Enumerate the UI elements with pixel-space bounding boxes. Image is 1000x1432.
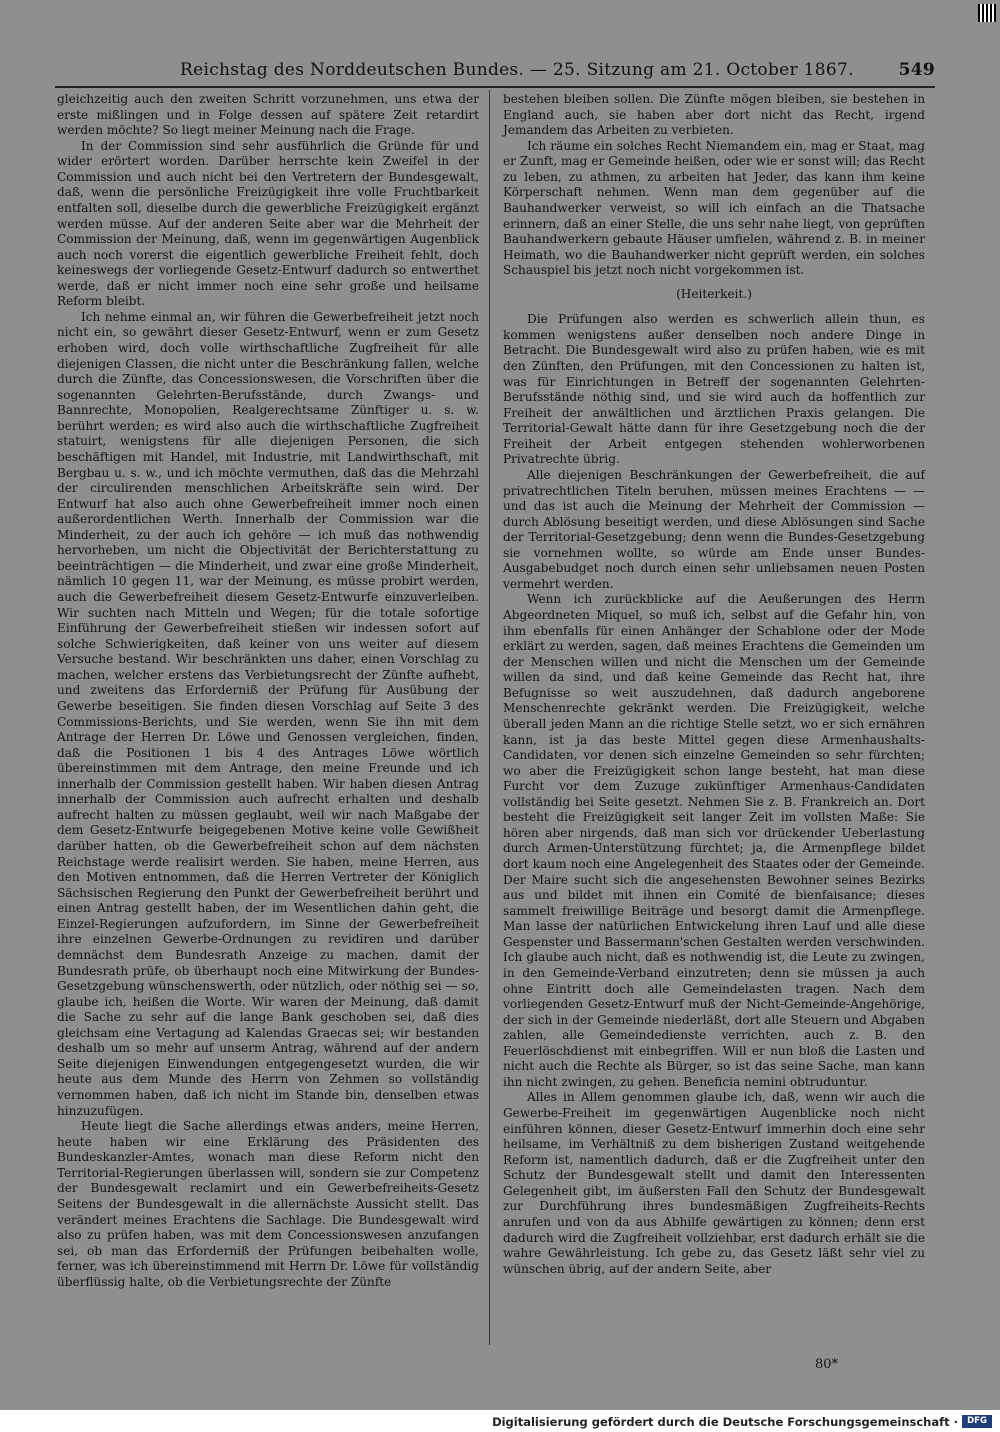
paragraph: Alle diejenigen Beschränkungen der Gewerbefreiheit, die auf privatrechtlichen Titeln beruhen, müssen meines Erachtens — — und das ist auch die Meinung der Mehrheit der Commission — durch Ablösung beseitigt werden, und diese Ablösungen sind Sache der Territorial-Gesetzgebung; denn wenn die Bundes-Gesetzgebung sie vornehmen wollte, so würde am Ende unser Bundes-Ausgabebudget noch durch einen sehr unliebsamen neuen Posten vermehrt werden. (503, 467, 925, 591)
footer-bar (0, 1410, 1000, 1432)
interjection: (Heiterkeit.) (676, 286, 752, 301)
paragraph: Ich räume ein solches Recht Niemandem ein, mag er Staat, mag er Zunft, mag er Gemeinde heißen, oder wie er sonst will; das Recht zu leben, zu athmen, zu arbeiten hat Jeder, das kann ihm keine Körperschaft nehmen. Wenn man dem gegenüber auf die Bauhandwerker verweist, so will ich einfach an die Thatsache erinnern, daß an einer Stelle, die uns sehr nahe liegt, von geprüften Bauhandwerkern gebaute Häuser umfielen, während z. B. in meiner Heimath, wo die Bauhandwerker nicht geprüft werden, ein solches Schauspiel bis jetzt noch nicht vorgekommen ist. (503, 138, 925, 278)
paragraph: Wenn ich zurückblicke auf die Aeußerungen des Herrn Abgeordneten Miquel, so muß ich, selbst auf die Gefahr hin, von ihm ebenfalls für einen Anhänger der Schablone oder der Mode erklärt zu werden, sagen, daß meines Erachtens die Gemeinden um der Menschen willen und nicht die Menschen um der Gemeinde willen da sind, und daß keine Gemeinde das Recht hat, ihre Befugnisse so weit auszudehnen, daß dadurch angeborene Menschenrechte gekränkt werden. Die Freizügigkeit, welche überall jeden Mann an die richtige Stelle setzt, wo er sich ernähren kann, ist ja das beste Mittel gegen diese Armenhaushalts-Candidaten, vor denen sich einzelne Gemeinden so sehr fürchten; wo aber die Freizügigkeit schon lange besteht, hat man diese Furcht vor dem Zuzuge zukünftiger Armenhaus-Candidaten vollständig bei Seite gesetzt. Nehmen Sie z. B. Frankreich an. Dort besteht die Freizügigkeit seit langer Zeit im vollsten Maße: Sie hören aber nirgends, daß man sich vor drückender Ueberlastung durch Armen-Unterstützung fürchtet; ja, die Armenpflege bildet dort kaum noch eine Angelegenheit des Staates oder der Gemeinde. Der Maire sucht sich die angesehensten Bewohner seines Bezirks aus und bildet mit ihnen ein Comité de bienfaisance; dieses sammelt freiwillige Beiträge und besorgt damit die Armenpflege. Man lasse der natürlichen Entwickelung ihren Lauf und alle diese Gespenster und Bassermann'schen Gestalten werden verschwinden. Ich glaube auch nicht, daß es nothwendig ist, die Leute zu zwingen, in den Gemeinde-Verband einzutreten; denn sie müssen ja auch ohne Eintritt doch alle Gemeindelasten tragen. Nach dem vorliegenden Gesetz-Entwurf muß der Nicht-Gemeinde-Angehörige, der sich in der Gemeinde niederläßt, dort alle Steuern und Abgaben zahlen, alle Gemeindedienste verrichten, auch z. B. den Feuerlöschdienst mit einbegriffen. Will er nun bloß die Lasten und nicht auch die Rechte als Bürger, so ist das seine Sache, man kann ihn nicht zwingen, zu gehen. Beneficia nemini obtruduntur. (503, 592, 925, 1089)
paragraph: bestehen bleiben sollen. Die Zünfte mögen bleiben, sie bestehen in England auch, sie haben aber dort nicht das Recht, irgend Jemandem das Arbeiten zu verbieten. (503, 92, 925, 138)
paragraph: Ich nehme einmal an, wir führen die Gewerbefreiheit jetzt noch nicht ein, so gewährt dieser Gesetz-Entwurf, wenn er zum Gesetz erhoben wird, doch volle wirthschaftliche Zugfreiheit für alle diejenigen Classen, die nicht unter die Beschränkung fallen, welche durch die Zünfte, das Concessionswesen, die Vorschriften über die sogenannten Gelehrten-Berufsstände, durch Zwangs- und Bannrechte, Monopolien, Realgerechtsame Zünftiger u. s. w. berührt werden; es wird also auch die wirthschaftliche Zugfreiheit statuirt, wenigstens für alle diejenigen Personen, die sich beschäftigen mit Handel, mit Industrie, mit Landwirthschaft, mit Bergbau u. s. w., und ich möchte vermuthen, daß das die Mehrzahl der circulirenden menschlichen Arbeitskräfte sein wird. Der Entwurf hat also auch ohne Gewerbefreiheit immer noch einen außerordentlichen Werth. Innerhalb der Commission war die Minderheit, zu der auch ich gehöre — ich muß das nothwendig hervorheben, um nicht die Objectivität der Berichterstattung zu beeinträchtigen — die Minderheit, und zwar eine große Minderheit, nämlich 10 gegen 11, war der Meinung, es müsse probirt werden, auch die Gewerbefreiheit diesem Gesetz-Entwurfe einzuverleiben. Wir suchten nach Mitteln und Wegen; für die totale sofortige Einführung der Gewerbefreiheit stießen wir indessen sofort auf solche Schwierigkeiten, daß keiner von uns weiter auf diesem Versuche bestand. Wir beschränkten uns daher, einen Vorschlag zu machen, welcher erstens das Verbietungsrecht der Zünfte aufhebt, und zweitens das Erforderniß der Prüfung für Ausübung der Gewerbe beseitigen. Sie finden diesen Vorschlag auf Seite 3 des Commissions-Berichts, und Sie werden, wenn Sie ihn mit dem Antrage der Herren Dr. Löwe und Genossen vergleichen, finden, daß die Positionen 1 bis 4 des Antrages Löwe wörtlich übereinstimmen mit dem Antrage, den meine Freunde und ich innerhalb der Commission gestellt haben. Wir haben diesen Antrag innerhalb der Commission auch aufrecht erhalten und deshalb aufrecht halten zu müssen geglaubt, weil wir nach Maßgabe der dem Gesetz-Entwurfe beigegebenen Motive keine volle Gewißheit darüber hatten, ob die Gewerbefreiheit schon auf dem nächsten Reichstage werde realisirt werden. Sie haben, meine Herren, aus den Motiven entnommen, daß die Herren Vertreter der Königlich Sächsischen Regierung den Punkt der Gewerbefreiheit berührt und einen Antrag gestellt haben, der im Wesentlichen dahin geht, die Einzel-Regierungen aufzufordern, im Sinne der Gewerbefreiheit ihre einzelnen Gewerbe-Ordnungen zu revidiren und darüber demnächst dem Bundesrath Anzeige zu machen, damit der Bundesrath prüfe, ob überhaupt noch eine Mitwirkung der Bundes-Gesetzgebung wünschenswerth, oder nützlich, oder nöthig sei — so, glaube ich, heißen die Worte. Wir waren der Meinung, daß damit die Sache zu sehr auf die lange Bank geschoben sei, daß dies gleichsam eine Vertagung ad Kalendas Graecas sei; wir bestanden deshalb um so mehr auf unserm Antrag, während auf der andern Seite diejenigen Einwendungen entgegengesetzt wurden, die wir heute aus dem Munde des Herrn von Zehmen so vollständig vernommen haben, daß ich nicht im Stande bin, denselben etwas hinzuzufügen. (57, 309, 479, 1118)
paragraph: Die Prüfungen also werden es schwerlich allein thun, es kommen wenigstens außer denselben noch andere Dinge in Betracht. Die Bundesgewalt wird also zu prüfen haben, wie es mit den Zünften, den Prüfungen, mit den Concessionen zu halten ist, was für Einrichtungen in Betreff der sogenannten Gelehrten-Berufsstände nöthig sind, und sie wird auch da hoffentlich zur Freiheit der anwältlichen und ärztlichen Praxis gelangen. Die Territorial-Gewalt hätte dann für ihre Gesetzgebung noch die der Freiheit der Arbeit entgegen stehenden wohlerworbenen Privatrechte übrig. (503, 312, 925, 467)
signature-mark: 80* (815, 1357, 839, 1372)
header-rule (55, 86, 935, 88)
left-column (57, 92, 479, 1290)
page-number: 549 (898, 60, 935, 80)
paragraph: In der Commission sind sehr ausführlich die Gründe für und wider erörtert worden. Darüber herrschte kein Zweifel in der Commission und auch nicht bei den Vertretern der Bundesgewalt, daß, wenn die persönliche Freizügigkeit ihre volle Fruchtbarkeit entfalten soll, dieselbe durch die gewerbliche Freizügigkeit ergänzt werden müsse. Auf der anderen Seite aber war die Mehrheit der Commission der Meinung, daß, wenn im gegenwärtigen Augenblick auch noch vorerst die eigentlich gewerbliche Freiheit fehlt, doch keineswegs der vorliegende Gesetz-Entwurf dadurch so entwerthet werde, daß er nicht immer noch eine sehr große und heilsame Reform bleibt. (57, 138, 479, 309)
paragraph: Heute liegt die Sache allerdings etwas anders, meine Herren, heute haben wir eine Erklärung des Präsidenten des Bundeskanzler-Amtes, wonach man diese Reform nicht den Territorial-Regierungen überlassen will, sondern sie zur Competenz der Bundesgewalt reclamirt und ein Gewerbefreiheits-Gesetz Seitens der Bundesgewalt in die allernächste Aussicht stellt. Das verändert meines Erachtens die Sachlage. Die Bundesgewalt wird also zu prüfen haben, was mit dem Concessionswesen anzufangen sei, ob man das Erforderniß der Prüfungen beibehalten wolle, ferner, was ich übereinstimmend mit Herrn Dr. Löwe für vollständig überflüssig halte, ob die Verbietungsrechte der Zünfte (57, 1119, 479, 1289)
right-column (503, 92, 925, 1277)
running-header (55, 60, 935, 82)
paragraph: Alles in Allem genommen glaube ich, daß, wenn wir auch die Gewerbe-Freiheit im gegenwärtigen Augenblicke noch nicht einführen können, dieser Gesetz-Entwurf immerhin doch eine sehr heilsame, im Verhältniß zu dem bisherigen Zustand weitgehende Reform ist, namentlich dadurch, daß er die Zugfreiheit unter den Schutz der Bundesgewalt stellt und damit den Interessenten Gelegenheit gibt, im äußersten Fall den Schutz der Bundesgewalt zur Durchführung ihres bundesmäßigen Zugfreiheits-Rechts anrufen und von da aus Abhilfe gewärtigen zu können; denn erst dadurch wird die Zugfreiheit vollziehbar, erst dadurch erhält sie die wahre Gewährleistung. Ich gebe zu, das Gesetz läßt sehr viel zu wünschen übrig, auf der andern Seite, aber (503, 1090, 925, 1276)
header-title: Reichstag des Norddeutschen Bundes. — 25. Sitzung am 21. October 1867. (180, 60, 854, 80)
dfg-logo: DFG (962, 1415, 992, 1428)
corner-mark-icon (978, 4, 996, 22)
paragraph: gleichzeitig auch den zweiten Schritt vorzunehmen, uns etwa der erste mißlingen und in Folge dessen auf spätere Zeit retardirt werden möchte? So liegt meiner Meinung nach die Frage. (57, 92, 479, 138)
footer-credit: Digitalisierung gefördert durch die Deutsche Forschungsgemeinschaft · (492, 1415, 958, 1429)
column-divider (489, 90, 490, 1345)
